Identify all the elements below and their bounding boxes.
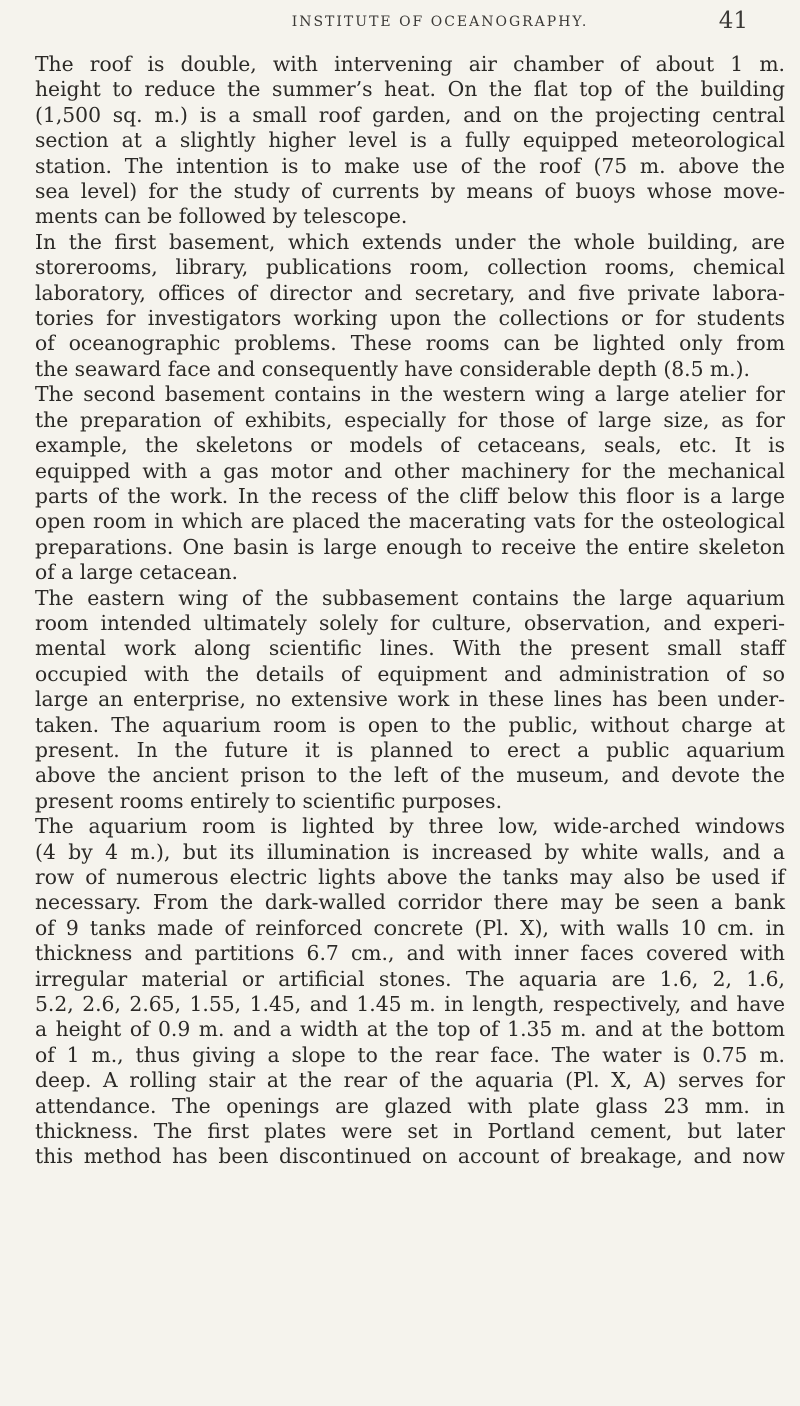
text-line: thickness. The first plates were set in Portland cement, but later <box>35 1119 785 1144</box>
text-line: storerooms, library, publications room, collection rooms, chemical <box>35 255 785 280</box>
text-line: In the first basement, which extends under the whole building, are <box>35 229 785 254</box>
text-line: (1,500 sq. m.) is a small roof garden, and on the projecting central <box>35 102 785 127</box>
text-line: ments can be followed by telescope. <box>35 204 408 229</box>
text-line: (4 by 4 m.), but its illumination is increased by white walls, and a <box>35 839 785 864</box>
text-line: occupied with the details of equipment and administration of so <box>35 661 785 686</box>
text-line: of 9 tanks made of reinforced concrete (Pl. X), with walls 10 cm. in <box>35 915 785 940</box>
text-line: The second basement contains in the western wing a large atelier for <box>35 382 785 407</box>
text-line: the seaward face and consequently have considerable depth (8.5 m.). <box>35 356 750 381</box>
text-line: this method has been discontinued on account of breakage, and now <box>35 1144 785 1169</box>
text-line: height to reduce the summer’s heat. On the flat top of the building <box>35 77 785 102</box>
text-line: above the ancient prison to the left of the museum, and devote the <box>35 763 785 788</box>
text-line: a height of 0.9 m. and a width at the top of 1.35 m. and at the bottom <box>35 1017 785 1042</box>
text-line: large an enterprise, no extensive work in these lines has been under- <box>35 687 785 712</box>
text-line: mental work along scientific lines. With the present small staff <box>35 636 785 661</box>
text-line: The eastern wing of the subbasement contains the large aquarium <box>35 585 785 610</box>
text-line: row of numerous electric lights above the tanks may also be used if <box>35 865 785 889</box>
text-line: tories for investigators working upon the collections or for students <box>35 306 785 331</box>
text-line: necessary. From the dark-walled corridor there may be seen a bank <box>35 890 785 915</box>
running-head: INSTITUTE OF OCEANOGRAPHY. <box>291 14 589 30</box>
body-text <box>35 52 785 1170</box>
text-line: equipped with a gas motor and other machinery for the mechanical <box>35 458 785 483</box>
text-line: open room in which are placed the macerating vats for the osteological <box>35 509 785 534</box>
text-line: sea level) for the study of currents by means of buoys whose move- <box>35 179 785 204</box>
text-line: the preparation of exhibits, especially for those of large size, as for <box>35 407 785 432</box>
text-line: example, the skeletons or models of cetaceans, seals, etc. It is <box>35 433 785 458</box>
text-line: The roof is double, with intervening air chamber of about 1 m. <box>35 52 785 76</box>
text-line: present. In the future it is planned to erect a public aquarium <box>35 737 785 762</box>
text-line: station. The intention is to make use of the roof (75 m. above the <box>35 153 785 178</box>
text-line: of a large cetacean. <box>35 560 238 585</box>
text-line: parts of the work. In the recess of the cliff below this floor is a large <box>35 483 785 508</box>
text-line: irregular material or artificial stones. The aquaria are 1.6, 2, 1.6, <box>35 966 785 991</box>
text-line: preparations. One basin is large enough to receive the entire skeleton <box>35 534 785 559</box>
text-line: present rooms entirely to scientific purposes. <box>35 788 503 813</box>
text-line: deep. A rolling stair at the rear of the aquaria (Pl. X, A) serves for <box>35 1068 785 1093</box>
text-line: The aquarium room is lighted by three low, wide-arched windows <box>35 814 785 839</box>
text-line: thickness and partitions 6.7 cm., and with inner faces covered with <box>35 941 785 966</box>
text-line: 5.2, 2.6, 2.65, 1.55, 1.45, and 1.45 m. in length, respectively, and have <box>35 992 785 1017</box>
text-line: section at a slightly higher level is a fully equipped meteorological <box>35 128 785 153</box>
text-line: laboratory, offices of director and secretary, and five private labora- <box>35 280 785 305</box>
text-line: of oceanographic problems. These rooms can be lighted only from <box>35 331 785 356</box>
text-line: room intended ultimately solely for culture, observation, and experi- <box>35 610 785 635</box>
page-number: 41 <box>718 8 748 34</box>
text-line: taken. The aquarium room is open to the public, without charge at <box>35 712 785 737</box>
text-line: attendance. The openings are glazed with plate glass 23 mm. in <box>35 1093 785 1118</box>
text-line: of 1 m., thus giving a slope to the rear face. The water is 0.75 m. <box>35 1042 785 1067</box>
